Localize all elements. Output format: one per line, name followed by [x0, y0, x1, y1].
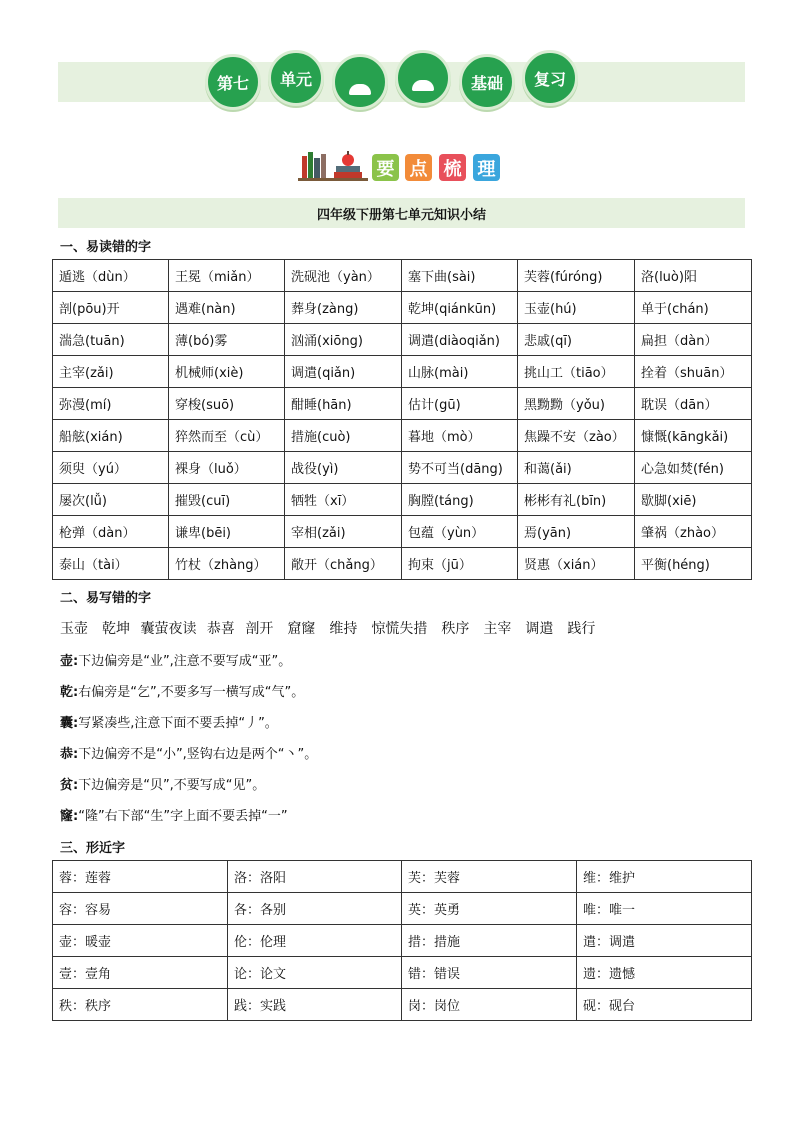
tile-li — [473, 154, 500, 181]
table-cell: 遣：调遣 — [577, 925, 752, 957]
table-cell: 战役(yì) — [285, 452, 402, 484]
table-cell: 践：实践 — [228, 989, 402, 1021]
table-cell: 势不可当(dāng) — [402, 452, 518, 484]
note-char: 恭: — [60, 747, 79, 762]
hill-circle-1 — [332, 54, 388, 110]
note-char: 窿: — [60, 809, 79, 824]
table-cell: 平衡(héng) — [635, 548, 752, 580]
table-row — [53, 292, 752, 324]
table-cell: 贤惠（xián） — [518, 548, 635, 580]
table-cell: 弥漫(mí) — [53, 388, 169, 420]
table-cell: 裸身（luǒ） — [169, 452, 285, 484]
section3-title: 三、形近字 — [60, 841, 126, 856]
table-cell: 枪弹（dàn） — [53, 516, 169, 548]
table-row — [53, 861, 752, 893]
table-cell: 措施(cuò) — [285, 420, 402, 452]
table-cell: 暮地（mò） — [402, 420, 518, 452]
table-cell: 悲戚(qī) — [518, 324, 635, 356]
note-line — [60, 805, 288, 824]
table-cell: 维：维护 — [577, 861, 752, 893]
table-cell: 洛：洛阳 — [228, 861, 402, 893]
table-cell: 摧毁(cuī) — [169, 484, 285, 516]
table-row — [53, 957, 752, 989]
note-char: 贫: — [60, 778, 79, 793]
table-cell: 调遣(qiǎn) — [285, 356, 402, 388]
table-cell: 遗：遗憾 — [577, 957, 752, 989]
table-cell: 壶：暖壶 — [53, 925, 228, 957]
note-line — [60, 743, 317, 762]
table-cell: 扁担（dàn） — [635, 324, 752, 356]
table-cell: 主宰(zǎi) — [53, 356, 169, 388]
table-cell: 壹：壹角 — [53, 957, 228, 989]
table-cell: 论：论文 — [228, 957, 402, 989]
table-cell: 汹涌(xiōng) — [285, 324, 402, 356]
table-cell: 玉壶(hú) — [518, 292, 635, 324]
table-cell: 猝然而至（cù） — [169, 420, 285, 452]
hill-icon — [349, 84, 371, 95]
circle-label: 复习 — [533, 69, 566, 89]
tile-label: 梳 — [443, 158, 462, 180]
table-cell: 措：措施 — [402, 925, 577, 957]
table-cell: 遇难(nàn) — [169, 292, 285, 324]
pronunciation-table — [52, 259, 752, 580]
table-cell: 肇祸（zhào） — [635, 516, 752, 548]
table-cell: 洗砚池（yàn） — [285, 260, 402, 292]
table-cell: 葬身(zàng) — [285, 292, 402, 324]
table-row — [53, 484, 752, 516]
table-row — [53, 260, 752, 292]
table-cell: 洛(luò)阳 — [635, 260, 752, 292]
note-char: 乾: — [60, 685, 79, 700]
table-cell: 芙蓉(fúróng) — [518, 260, 635, 292]
tile-shu — [439, 154, 466, 181]
table-cell: 泰山（tài） — [53, 548, 169, 580]
table-row — [53, 324, 752, 356]
table-cell: 薄(bó)雾 — [169, 324, 285, 356]
section2-title: 二、易写错的字 — [60, 591, 152, 606]
table-cell: 砚：砚台 — [577, 989, 752, 1021]
table-cell: 穿梭(suō) — [169, 388, 285, 420]
hill-circle-2 — [395, 50, 451, 106]
table-cell: 谦卑(bēi) — [169, 516, 285, 548]
table-cell: 慷慨(kāngkǎi) — [635, 420, 752, 452]
table-cell: 山脉(mài) — [402, 356, 518, 388]
note-line — [60, 774, 265, 793]
table-cell: 须臾（yú） — [53, 452, 169, 484]
table-cell: 包蕴（yùn） — [402, 516, 518, 548]
table-row — [53, 516, 752, 548]
table-cell: 焦躁不安（zào） — [518, 420, 635, 452]
tile-dian — [405, 154, 432, 181]
table-cell: 黑黝黝（yǒu) — [518, 388, 635, 420]
similar-chars-table — [52, 860, 752, 1021]
table-cell: 湍急(tuān) — [53, 324, 169, 356]
note-char: 壶: — [60, 654, 79, 669]
table-cell: 歇脚(xiē) — [635, 484, 752, 516]
note-text: 下边偏旁是“业”,注意不要写成“亚”。 — [78, 654, 292, 669]
table-cell: 屡次(lǚ) — [53, 484, 169, 516]
table-row — [53, 356, 752, 388]
hill-icon — [412, 80, 434, 91]
note-text: 右偏旁是“乞”,不要多写一横写成“气”。 — [78, 685, 305, 700]
table-cell: 耽误（dān） — [635, 388, 752, 420]
note-char: 囊: — [60, 716, 79, 731]
table-row — [53, 925, 752, 957]
table-cell: 挑山工（tiāo） — [518, 356, 635, 388]
table-cell: 乾坤(qiánkūn) — [402, 292, 518, 324]
table-cell: 伦：伦理 — [228, 925, 402, 957]
hard-to-write-words: 玉壶 乾坤 囊萤夜读 恭喜 剖开 窟窿 维持 惊慌失措 秩序 主宰 调遣 践行 — [60, 621, 596, 637]
table-cell: 酣睡(hān) — [285, 388, 402, 420]
table-cell: 秩：秩序 — [53, 989, 228, 1021]
bookshelf-icon — [298, 148, 368, 182]
table-cell: 敞开（chǎng） — [285, 548, 402, 580]
table-cell: 竹杖（zhàng） — [169, 548, 285, 580]
table-cell: 芙：芙蓉 — [402, 861, 577, 893]
table-cell: 遁逃（dùn） — [53, 260, 169, 292]
circle-label: 单元 — [279, 69, 312, 89]
unit-circle-6 — [522, 50, 578, 106]
table-cell: 机械师(xiè) — [169, 356, 285, 388]
table-cell: 岗：岗位 — [402, 989, 577, 1021]
note-text: 下边偏旁是“贝”,不要写成“见”。 — [78, 778, 266, 793]
note-line — [60, 712, 278, 731]
note-text: “隆”右下部“生”字上面不要丢掉“一” — [78, 809, 288, 824]
section1-title: 一、易读错的字 — [60, 240, 152, 255]
note-text: 下边偏旁不是“小”,竖钩右边是两个“丶”。 — [78, 747, 318, 762]
tile-label: 要 — [376, 158, 395, 180]
table-cell: 调遣(diàoqiǎn) — [402, 324, 518, 356]
table-cell: 焉(yān) — [518, 516, 635, 548]
table-row — [53, 420, 752, 452]
table-cell: 唯：唯一 — [577, 893, 752, 925]
table-cell: 容：容易 — [53, 893, 228, 925]
table-cell: 估计(gū) — [402, 388, 518, 420]
table-cell: 单于(chán) — [635, 292, 752, 324]
table-cell: 彬彬有礼(bīn) — [518, 484, 635, 516]
unit-circle-2 — [268, 50, 324, 106]
table-cell: 拘束（jū） — [402, 548, 518, 580]
table-cell: 英：英勇 — [402, 893, 577, 925]
table-cell: 牺牲（xī） — [285, 484, 402, 516]
table-cell: 剖(pōu)开 — [53, 292, 169, 324]
table-cell: 错：错误 — [402, 957, 577, 989]
table-cell: 和蔼(ǎi) — [518, 452, 635, 484]
table-cell: 胸膛(táng) — [402, 484, 518, 516]
page-subtitle: 四年级下册第七单元知识小结 — [58, 198, 745, 228]
table-cell: 拴着（shuān） — [635, 356, 752, 388]
table-cell: 船舷(xián) — [53, 420, 169, 452]
tile-label: 点 — [409, 158, 428, 180]
tile-yao — [372, 154, 399, 181]
table-row — [53, 989, 752, 1021]
table-row — [53, 893, 752, 925]
note-line — [60, 681, 304, 700]
circle-label: 第七 — [216, 73, 249, 93]
note-text: 写紧凑些,注意下面不要丢掉“丿”。 — [78, 716, 278, 731]
table-row — [53, 452, 752, 484]
circle-label: 基础 — [470, 73, 503, 93]
unit-circle-1 — [205, 54, 261, 110]
table-row — [53, 388, 752, 420]
table-cell: 王冕（miǎn） — [169, 260, 285, 292]
note-line — [60, 650, 291, 669]
table-cell: 蓉：莲蓉 — [53, 861, 228, 893]
table-cell: 各：各别 — [228, 893, 402, 925]
table-cell: 宰相(zǎi) — [285, 516, 402, 548]
table-cell: 心急如焚(fén) — [635, 452, 752, 484]
table-row — [53, 548, 752, 580]
unit-circle-5 — [459, 54, 515, 110]
table-cell: 塞下曲(sài) — [402, 260, 518, 292]
tile-label: 理 — [477, 158, 496, 180]
